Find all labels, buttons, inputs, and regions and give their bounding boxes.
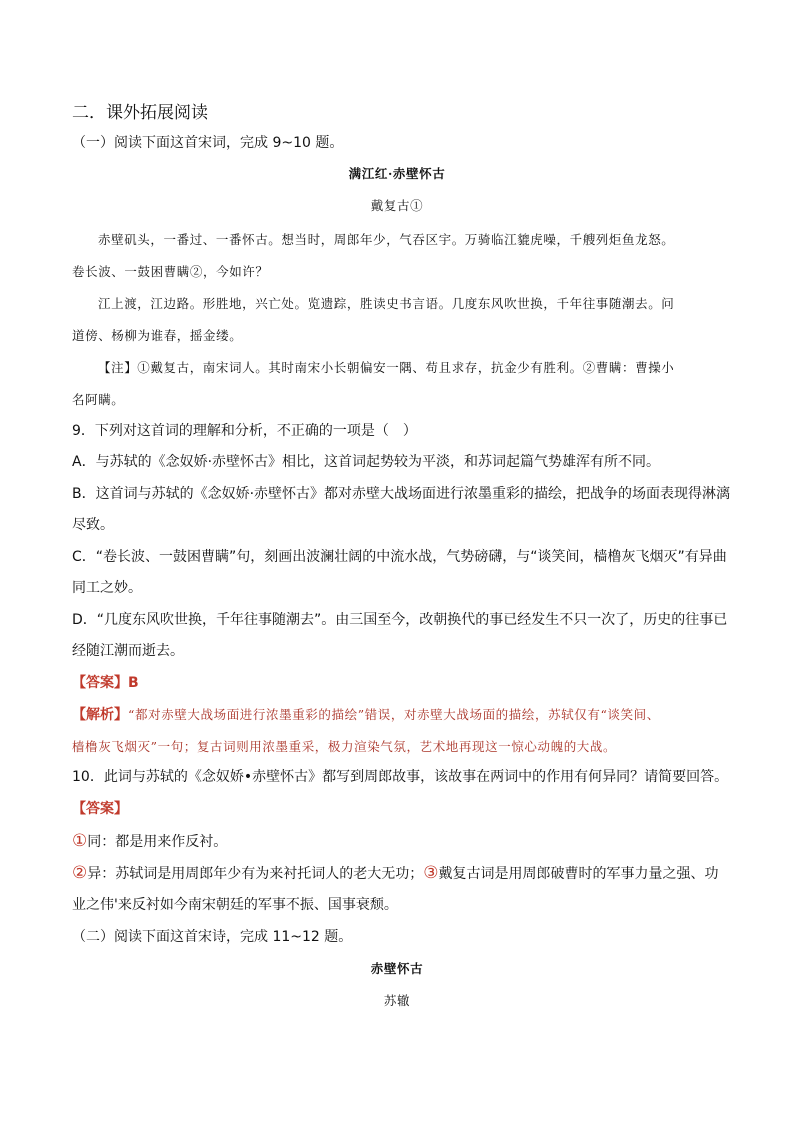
part1-intro: （一）阅读下面这首宋词，完成 9~10 题。 [72, 135, 344, 151]
q9-option-d-line2: 经随江潮而逝去。 [72, 643, 184, 659]
q9-stem: 9．下列对这首词的理解和分析，不正确的一项是（ ） [72, 423, 417, 439]
part2-intro: （二）阅读下面这首宋诗，完成 11~12 题。 [72, 929, 353, 945]
section-title: 二．课外拓展阅读 [72, 103, 208, 123]
q10-diff-text2: 戴复古词是用周郎破曹时的军事力量之强、功 [438, 866, 719, 882]
q9-answer-value: B [128, 675, 139, 691]
q10-answer-label: 【答案】 [72, 801, 128, 817]
poem-stanza2-line1: 江上渡，江边路。形胜地，兴亡处。览遗踪，胜读史书言语。几度东风吹世换，千年往事随潮去。问 [98, 296, 675, 311]
part2-poem-author: 苏辙 [383, 993, 411, 1008]
q10-answer-diff-line2: 业之伟'来反衬如今南宋朝廷的军事不振、国事衰颓。 [72, 897, 398, 913]
poem-stanza2-line2: 道傍、杨柳为谁春，摇金缕。 [72, 328, 243, 343]
q9-option-b-line1: B．这首词与苏轼的《念奴娇·赤壁怀古》都对赤壁大战场面进行浓墨重彩的描绘，把战争的场面表现得淋漓 [72, 486, 731, 502]
q10-answer-same [72, 831, 227, 852]
poem-stanza1-line1: 赤壁矶头，一番过、一番怀古。想当时，周郎年少，气吞区宇。万骑临江貔虎噪，千艘列炬鱼龙怒。 [98, 232, 675, 247]
q9-analysis-label: 【解析】 [72, 707, 128, 723]
poem-author: 戴复古① [370, 198, 424, 213]
q9-answer-label: 【答案】 [72, 675, 128, 691]
q9-option-c-line1: C．“卷长波、一鼓困曹瞒”句，刻画出波澜壮阔的中流水战，气势磅礴，与“谈笑间，樯橹灰飞烟灭”有异曲 [72, 549, 727, 565]
q9-option-a: A．与苏轼的《念奴娇·赤壁怀古》相比，这首词起势较为平淡，和苏词起篇气势雄浑有所不同。 [72, 454, 661, 470]
poem-stanza1-line2: 卷长波、一鼓困曹瞒②，今如许？ [72, 264, 269, 279]
q9-analysis-line2: 樯橹灰飞烟灭”一句；复古词则用浓墨重采，极力渲染气氛，艺术地再现这一惊心动魄的大战。 [72, 739, 617, 754]
q10-diff-mark: ② [72, 863, 88, 883]
q9-option-b-line2: 尽致。 [72, 517, 114, 533]
q9-option-d-line1: D．“几度东风吹世换，千年往事随潮去”。由三国至今，改朝换代的事已经发生不只一次了，历史的往事已 [72, 612, 728, 628]
q10-stem: 10．此词与苏轼的《念奴娇•赤壁怀古》都写到周郎故事，该故事在两词中的作用有何异同？请简要回答。 [72, 769, 729, 785]
q10-same-text: 同：都是用来作反衬。 [87, 834, 228, 850]
q9-option-c-line2: 同工之妙。 [72, 580, 142, 596]
q10-diff-text1: 异：苏轼词是用周郎年少有为来衬托词人的老大无功； [87, 866, 424, 882]
q9-analysis-line1 [72, 705, 660, 725]
q9-answer [72, 673, 139, 693]
part2-poem-title: 赤壁怀古 [370, 961, 424, 976]
q10-diff-mark2: ③ [423, 863, 439, 883]
q10-answer-diff-line1 [72, 863, 719, 884]
poem-note-line2: 名阿瞒。 [72, 392, 125, 407]
poem-title: 满江红·赤壁怀古 [348, 166, 446, 181]
q9-analysis-text1: “都对赤壁大战场面进行浓墨重彩的描绘”错误，对赤壁大战场面的描绘，苏轼仅有“谈笑间、 [128, 707, 660, 722]
q10-same-mark: ① [72, 831, 88, 851]
poem-note-line1: 【注】①戴复古，南宋词人。其时南宋小长朝偏安一隅、苟且求存，抗金少有胜利。②曹瞒：曹操小 [98, 360, 675, 375]
